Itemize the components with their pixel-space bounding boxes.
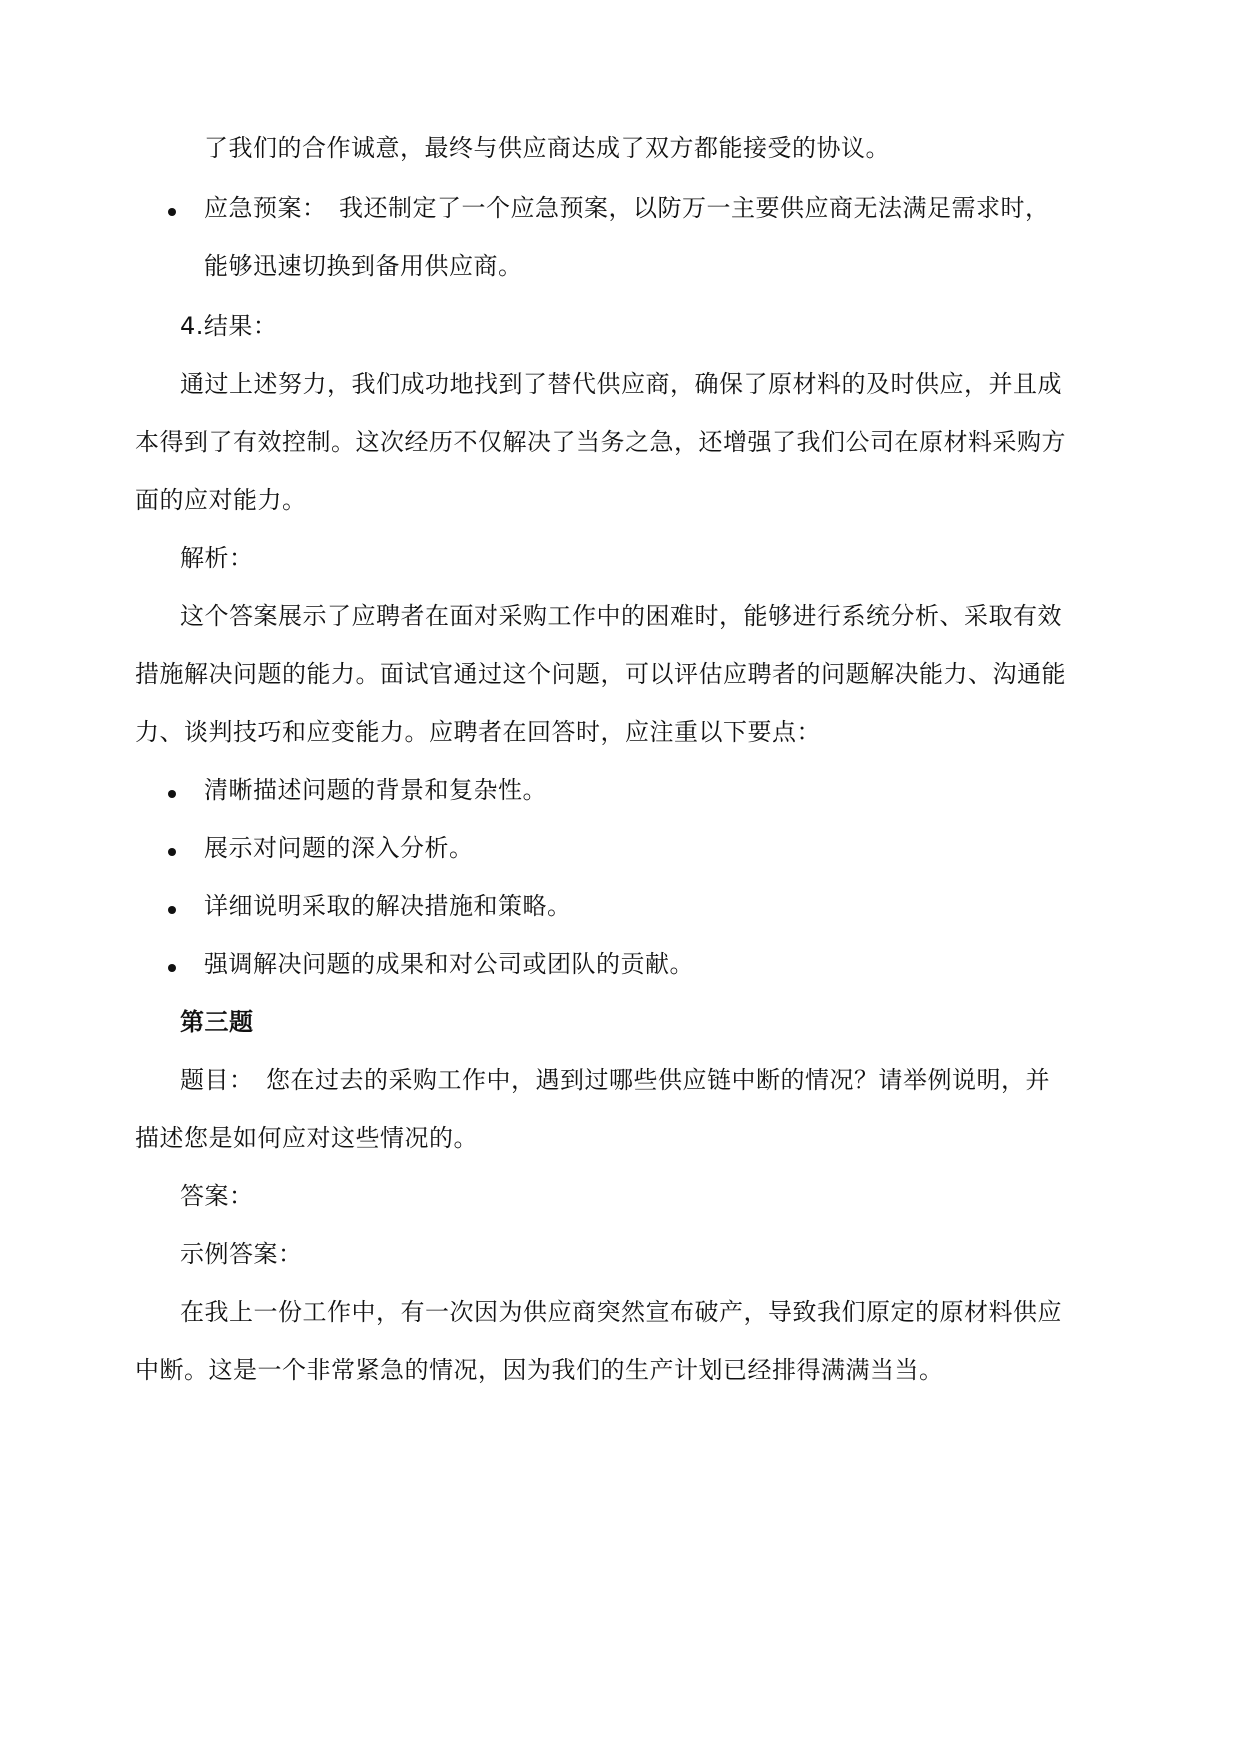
- analysis-heading: 解析：: [180, 544, 254, 572]
- bullet-icon: [168, 790, 176, 798]
- sample-answer-label: 示例答案：: [180, 1240, 303, 1268]
- bullet-icon: [168, 964, 176, 972]
- bullet-emergency-line-2: 能够迅速切换到备用供应商。: [204, 252, 523, 280]
- bullet-emergency-line-1: 应急预案： 我还制定了一个应急预案，以防万一主要供应商无法满足需求时，: [204, 194, 1050, 222]
- list-item: 详细说明采取的解决措施和策略。: [204, 892, 572, 920]
- list-item: 清晰描述问题的背景和复杂性。: [204, 776, 547, 804]
- list-item: 展示对问题的深入分析。: [204, 834, 474, 862]
- bullet-icon: [168, 906, 176, 914]
- result-line-2: 本得到了有效控制。这次经历不仅解决了当务之急，还增强了我们公司在原材料采购方: [135, 428, 1066, 456]
- result-heading: 4.结果：: [180, 312, 278, 340]
- question-line-1: 题目： 您在过去的采购工作中，遇到过哪些供应链中断的情况？请举例说明，并: [180, 1066, 1050, 1094]
- section-title: 第三题: [180, 1008, 254, 1036]
- sample-answer-line-2: 中断。这是一个非常紧急的情况，因为我们的生产计划已经排得满满当当。: [135, 1356, 944, 1384]
- list-item: 强调解决问题的成果和对公司或团队的贡献。: [204, 950, 694, 978]
- answer-label: 答案：: [180, 1182, 254, 1210]
- analysis-line-3: 力、谈判技巧和应变能力。应聘者在回答时，应注重以下要点：: [135, 718, 821, 746]
- analysis-line-1: 这个答案展示了应聘者在面对采购工作中的困难时，能够进行系统分析、采取有效: [180, 602, 1062, 630]
- bullet-icon: [168, 848, 176, 856]
- bullet-icon: [168, 208, 176, 216]
- paragraph-line: 了我们的合作诚意，最终与供应商达成了双方都能接受的协议。: [204, 134, 890, 162]
- question-line-2: 描述您是如何应对这些情况的。: [135, 1124, 478, 1152]
- result-line-1: 通过上述努力，我们成功地找到了替代供应商，确保了原材料的及时供应，并且成: [180, 370, 1062, 398]
- sample-answer-line-1: 在我上一份工作中，有一次因为供应商突然宣布破产，导致我们原定的原材料供应: [180, 1298, 1062, 1326]
- result-line-3: 面的应对能力。: [135, 486, 307, 514]
- analysis-line-2: 措施解决问题的能力。面试官通过这个问题，可以评估应聘者的问题解决能力、沟通能: [135, 660, 1066, 688]
